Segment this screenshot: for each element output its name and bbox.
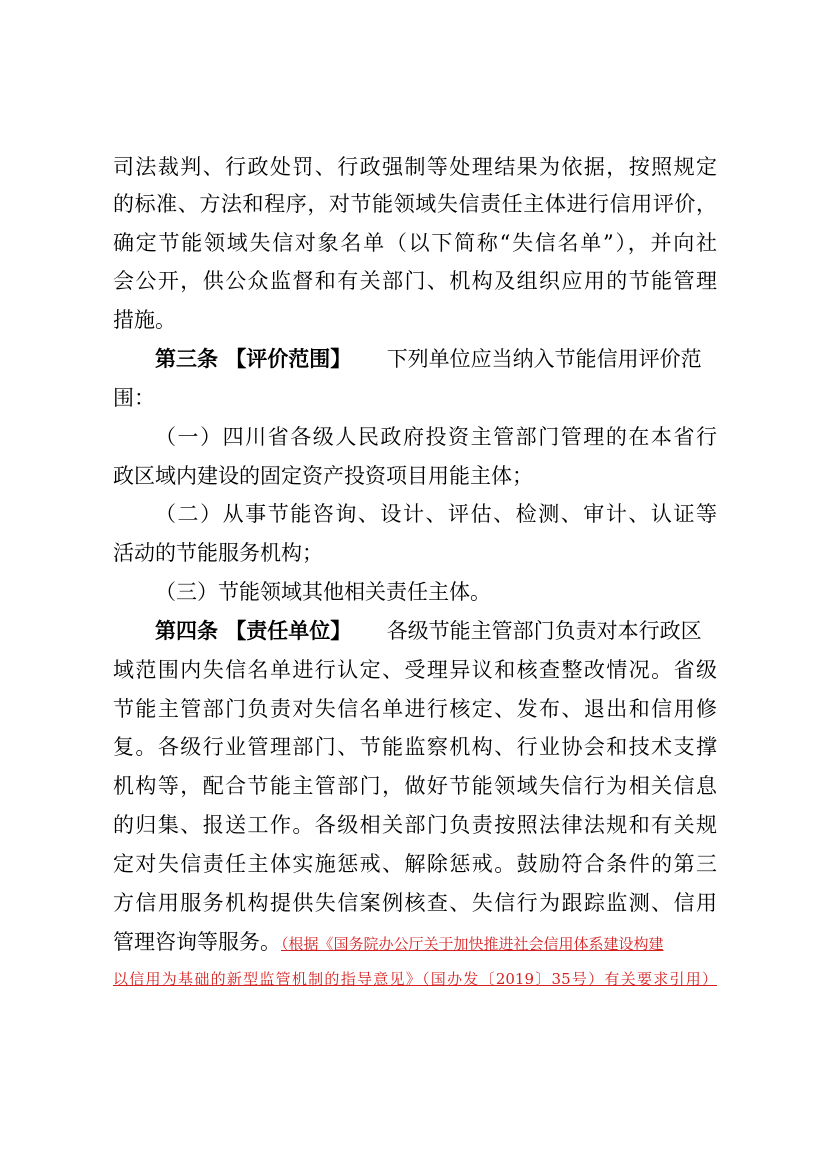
paragraph-line: 司法裁判、行政处罚、行政强制等处理结果为依据，按照规定 [113, 155, 717, 179]
article4-line: 方信用服务机构提供失信案例核查、失信行为跟踪监测、信用 [113, 891, 717, 915]
paragraph-line: 措施。 [113, 308, 176, 332]
article4-line: 域范围内失信名单进行认定、受理异议和核查整改情况。省级 [113, 658, 717, 682]
paragraph-line: 的标准、方法和程序，对节能领域失信责任主体进行信用评价， [113, 192, 717, 216]
article4-line: 复。各级行业管理部门、节能监察机构、行业协会和技术支撑 [113, 735, 717, 759]
article3-line1 [155, 344, 702, 374]
paragraph-line: 确定节能领域失信对象名单（以下简称“失信名单”），并向社 [113, 231, 717, 255]
article4-line1 [155, 616, 702, 646]
article4-line: 定对失信责任主体实施惩戒、解除惩戒。鼓励符合条件的第三 [113, 852, 717, 876]
article3-title: 第三条 【评价范围】 [155, 347, 352, 371]
source-note-part1: （根据《国务院办公厅关于加快推进社会信用体系建设构建 [281, 935, 664, 953]
article3-item1-line1: （一）四川省各级人民政府投资主管部门管理的在本省行 [155, 425, 717, 449]
article4-line: 机构等，配合节能主管部门，做好节能领域失信行为相关信息 [113, 774, 717, 798]
article3-line2: 围： [113, 386, 155, 410]
article3-item2-line1: （二）从事节能咨询、设计、评估、检测、审计、认证等 [155, 502, 717, 526]
article4-line: 节能主管部门负责对失信名单进行核定、发布、退出和信用修 [113, 697, 717, 721]
article3-item3: （三）节能领域其他相关责任主体。 [155, 580, 491, 604]
article4-last-text: 管理咨询等服务。 [113, 930, 281, 954]
paragraph-line: 会公开，供公众监督和有关部门、机构及组织应用的节能管理 [113, 269, 717, 293]
article3-item2-line2: 活动的节能服务机构； [113, 541, 323, 565]
article4-title: 第四条 【责任单位】 [155, 619, 352, 643]
article3-item1-line2: 政区域内建设的固定资产投资项目用能主体； [113, 464, 533, 488]
article4-line1-text: 各级节能主管部门负责对本行政区 [386, 619, 702, 643]
source-note-part2: 以信用为基础的新型监管机制的指导意见》（国办发〔2019〕35号）有关要求引用） [113, 970, 717, 988]
article3-line1-text: 下列单位应当纳入节能信用评价范 [386, 347, 702, 371]
article4-last-line [113, 927, 664, 959]
article4-line: 的归集、报送工作。各级相关部门负责按照法律法规和有关规 [113, 813, 717, 837]
